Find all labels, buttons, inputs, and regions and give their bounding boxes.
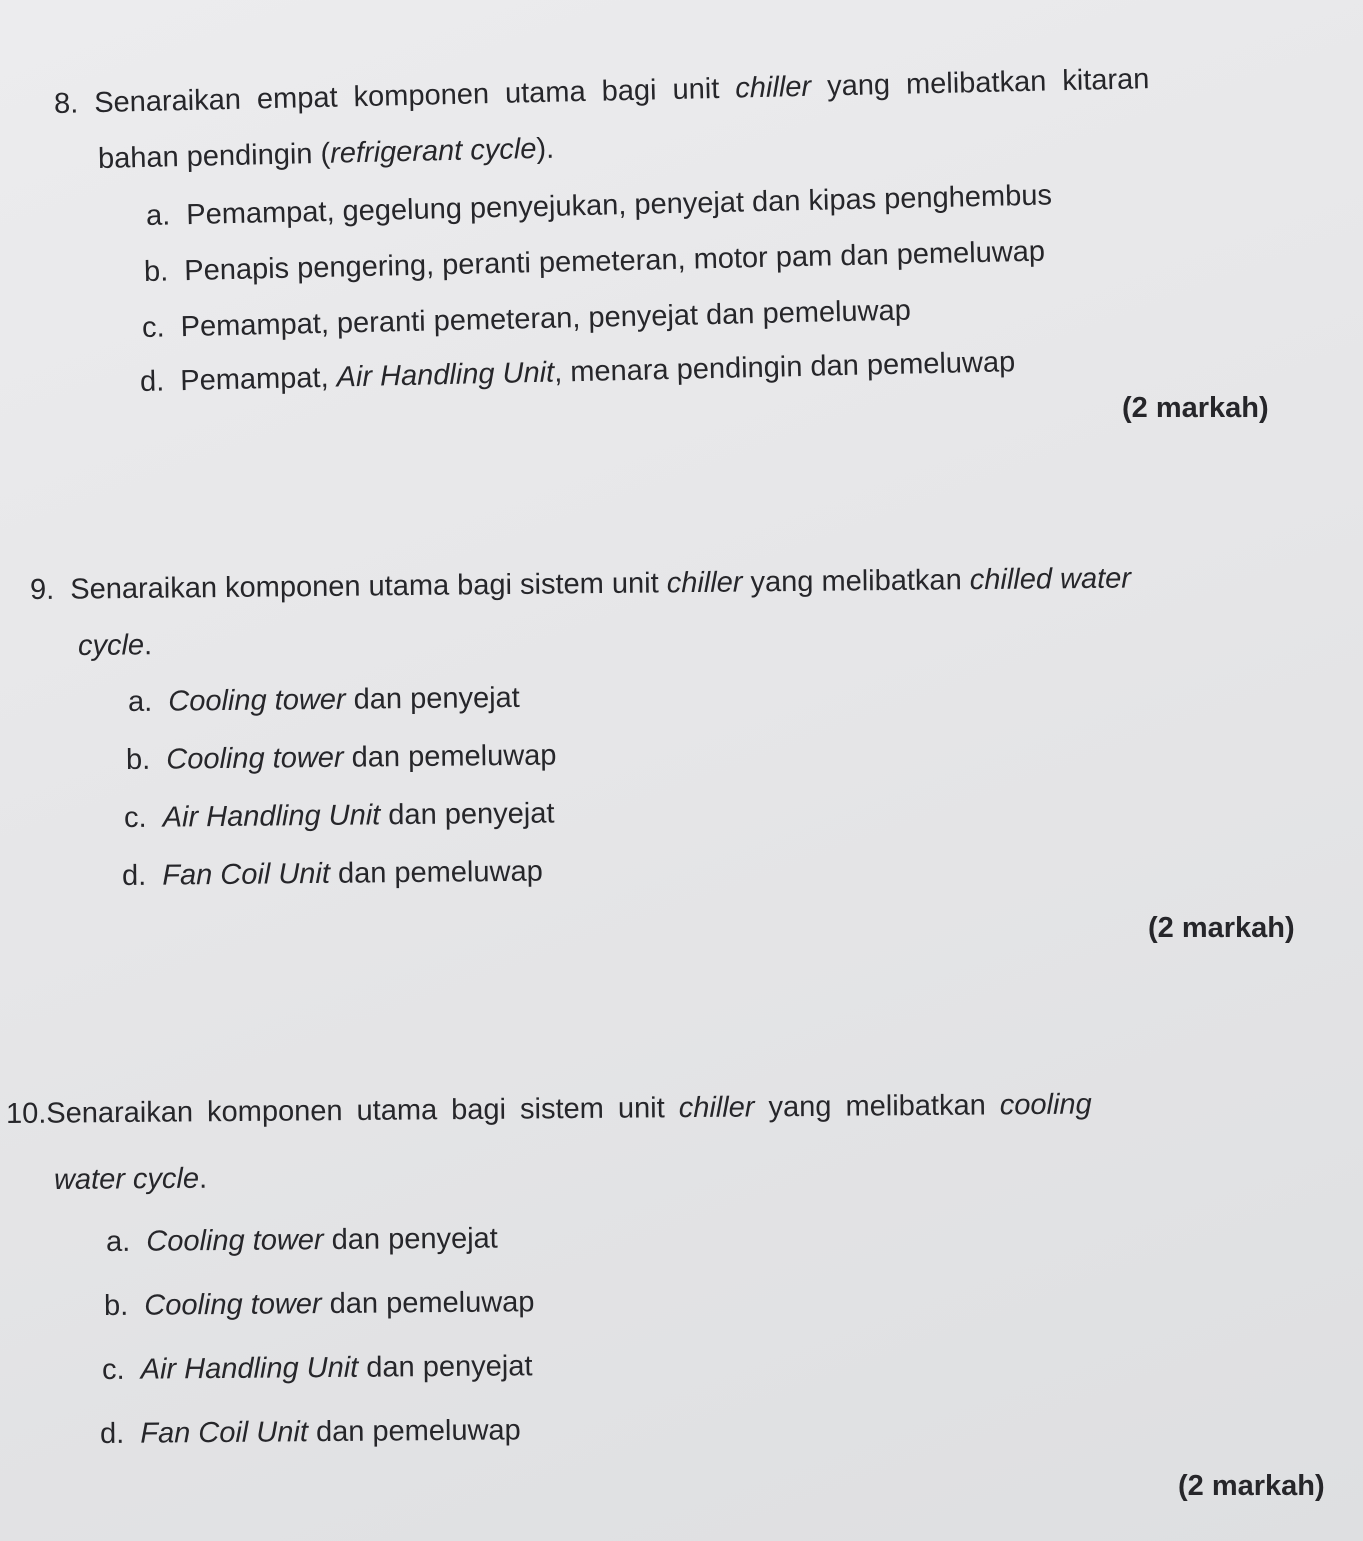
q10-option-c: c. Air Handling Unit dan penyejat (101, 1350, 533, 1386)
q8-option-d: d. Pemampat, Air Handling Unit, menara pendingin dan pemeluwap (139, 346, 1016, 398)
q10-option-b: b. Cooling tower dan pemeluwap (103, 1286, 535, 1322)
q10-marks: (2 markah) (1178, 1470, 1325, 1502)
q10-option-d: d. Fan Coil Unit dan pemeluwap (99, 1414, 521, 1450)
q10-stem-line1: 10.Senaraikan komponen utama bagi sistem unit chiller yang melibatkan cooling (5, 1088, 1092, 1130)
q9-stem-line1: 9. Senaraikan komponen utama bagi sistem unit chiller yang melibatkan chilled water (29, 562, 1132, 606)
q8-marks: (2 markah) (1122, 392, 1269, 424)
q8-stem-line1: 8. Senaraikan empat komponen utama bagi unit chiller yang melibatkan kitaran (53, 63, 1150, 120)
q9-marks: (2 markah) (1148, 912, 1295, 944)
q10-number: 10. (5, 1097, 47, 1130)
q9-option-d: d. Fan Coil Unit dan pemeluwap (121, 855, 543, 892)
q8-option-b: b. Penapis pengering, peranti pemeteran, motor pam dan pemeluwap (143, 235, 1046, 288)
q8-option-c: c. Pemampat, peranti pemeteran, penyejat dan pemeluwap (141, 294, 912, 344)
q9-number: 9. (29, 573, 55, 606)
q9-option-b: b. Cooling tower dan pemeluwap (125, 739, 557, 776)
q9-option-c: c. Air Handling Unit dan penyejat (123, 797, 555, 834)
q8-number: 8. (53, 87, 79, 120)
q9-option-a: a. Cooling tower dan penyejat (127, 681, 520, 718)
q10-stem-line2: water cycle. (53, 1162, 208, 1196)
q9-stem-line2: cycle. (77, 629, 153, 662)
q8-stem-line2: bahan pendingin (refrigerant cycle). (97, 132, 555, 175)
q10-option-a: a. Cooling tower dan penyejat (105, 1222, 498, 1258)
q8-option-a: a. Pemampat, gegelung penyejukan, penyejat dan kipas penghembus (145, 179, 1053, 232)
